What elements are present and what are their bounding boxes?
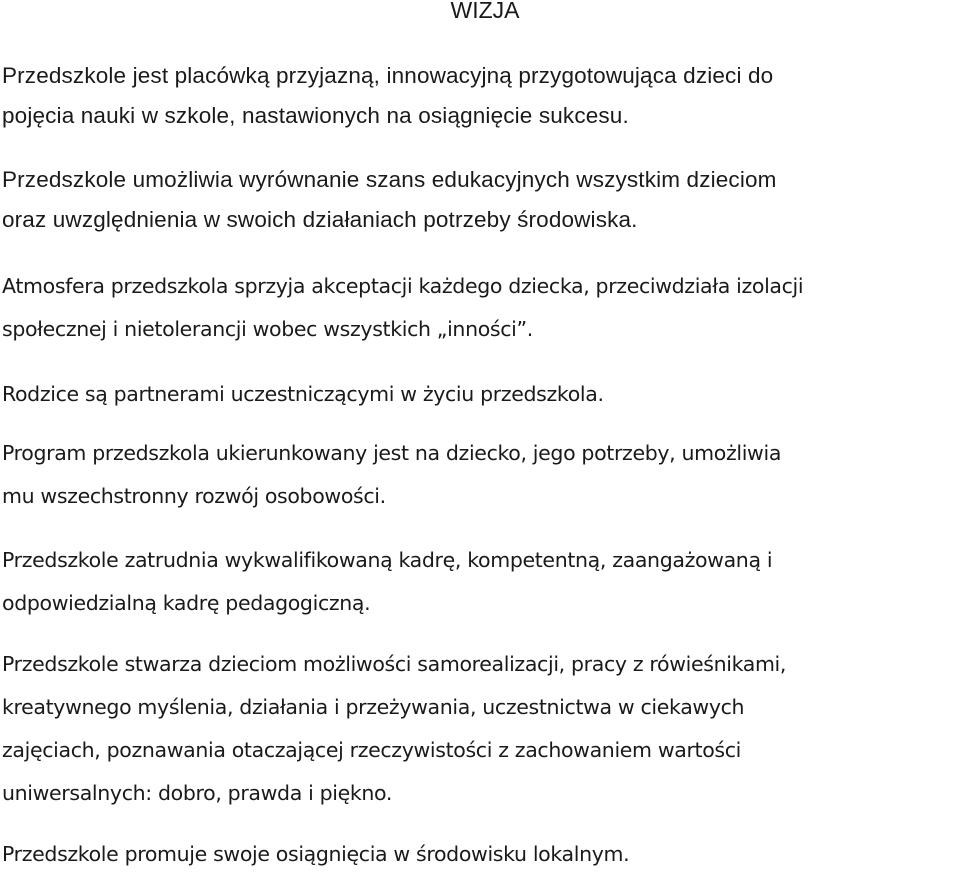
paragraph-line: Przedszkole zatrudnia wykwalifikowaną kadrę, kompetentną, zaangażowaną i	[2, 548, 773, 572]
paragraph-line: Przedszkole stwarza dzieciom możliwości samorealizacji, pracy z rówieśnikami,	[2, 652, 787, 676]
paragraph-line: uniwersalnych: dobro, prawda i piękno.	[2, 781, 393, 805]
paragraph-3	[2, 265, 803, 351]
document-title: WIZJA	[450, 0, 520, 23]
paragraph-line: Przedszkole promuje swoje osiągnięcia w środowisku lokalnym.	[2, 842, 630, 866]
paragraph-line: Przedszkole jest placówką przyjazną, innowacyjną przygotowująca dzieci do	[2, 63, 774, 88]
paragraph-line: odpowiedzialną kadrę pedagogiczną.	[2, 591, 371, 615]
paragraph-line: pojęcia nauki w szkole, nastawionych na osiągnięcie sukcesu.	[2, 103, 629, 128]
paragraph-1	[2, 56, 773, 136]
paragraph-line: Program przedszkola ukierunkowany jest na dziecko, jego potrzeby, umożliwia	[2, 441, 782, 465]
paragraph-line: kreatywnego myślenia, działania i przeżywania, uczestnictwa w ciekawych	[2, 695, 745, 719]
paragraph-5	[2, 432, 781, 518]
paragraph-line: Atmosfera przedszkola sprzyja akceptacji każdego dziecka, przeciwdziała izolacji	[2, 274, 804, 298]
paragraph-line: mu wszechstronny rozwój osobowości.	[2, 484, 386, 508]
paragraph-2	[2, 160, 777, 240]
paragraph-line: Przedszkole umożliwia wyrównanie szans edukacyjnych wszystkim dzieciom	[2, 167, 777, 192]
paragraph-7	[2, 643, 786, 815]
paragraph-line: zajęciach, poznawania otaczającej rzeczywistości z zachowaniem wartości	[2, 738, 742, 762]
paragraph-6	[2, 539, 772, 625]
paragraph-4	[2, 373, 604, 416]
paragraph-line: oraz uwzględnienia w swoich działaniach potrzeby środowiska.	[2, 207, 638, 232]
paragraph-line: Rodzice są partnerami uczestniczącymi w życiu przedszkola.	[2, 382, 604, 406]
paragraph-line: społecznej i nietolerancji wobec wszystkich „inności”.	[2, 317, 533, 341]
